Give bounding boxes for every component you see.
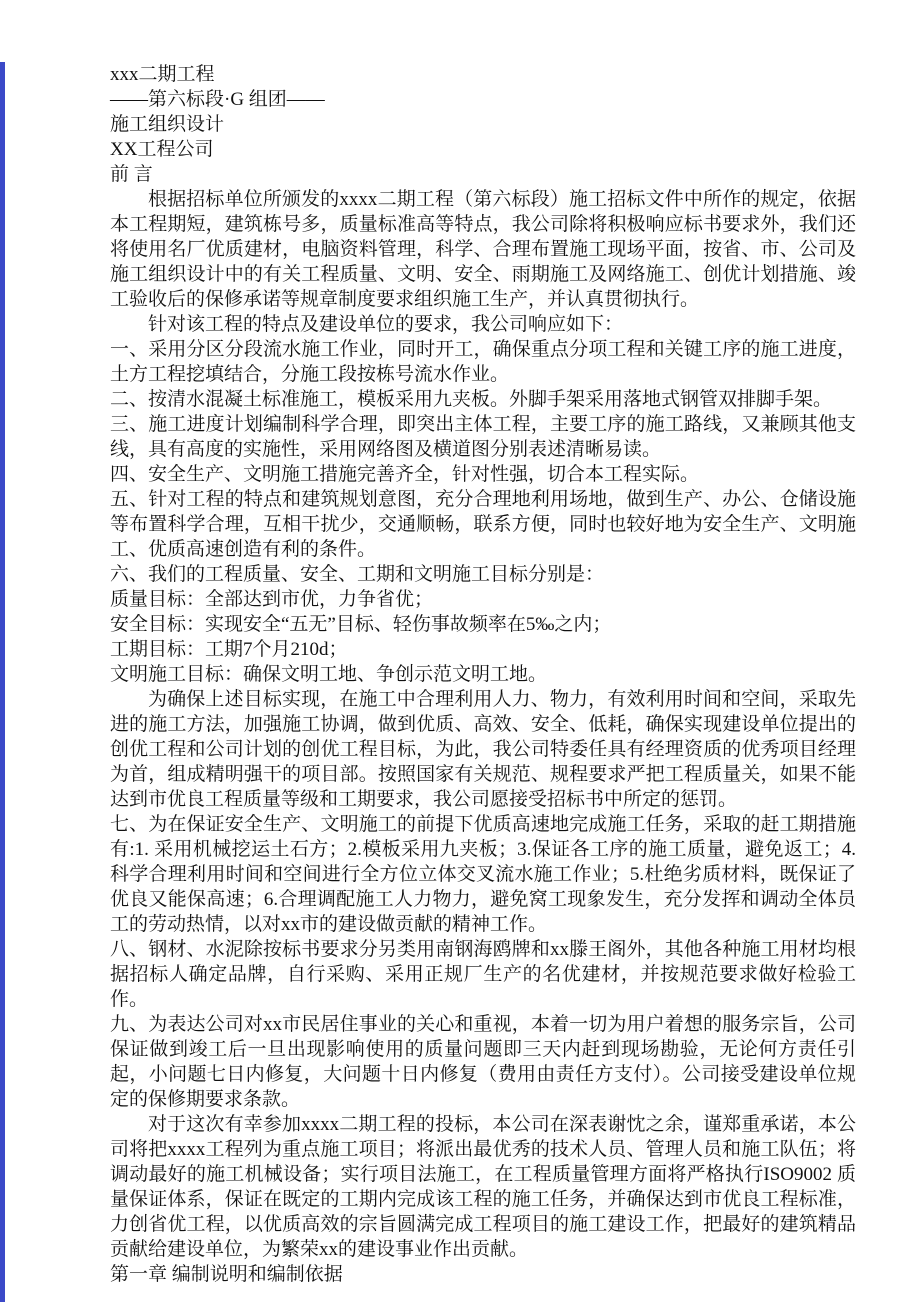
doc-title-project: xxx二期工程 bbox=[110, 64, 215, 85]
paragraph-intro: 根据招标单位所颁发的xxxx二期工程（第六标段）施工招标文件中所作的规定，依据本工程期短，建筑栋号多，质量标准高等特点，我公司除将积极响应标书要求外，我们还将使用名厂优质建材，电脑资料管理，科学、合理布置施工现场平面，按省、市、公司及施工组织设计中的有关工程质量、文明、安全、雨期施工及网络施工、创优计划措施、竣工验收后的保修承诺等规章制度要求组织施工生产，并认真贯彻执行。 bbox=[110, 189, 856, 310]
paragraph-item-6: 六、我们的工程质量、安全、工期和文明施工目标分别是： bbox=[110, 564, 605, 585]
doc-title-section: ——第六标段·G 组团—— bbox=[110, 89, 325, 110]
doc-title-company: XX工程公司 bbox=[110, 139, 214, 160]
chapter-1-heading: 第一章 编制说明和编制依据 bbox=[110, 1264, 343, 1285]
goal-schedule: 工期目标：工期7个月210d； bbox=[110, 639, 348, 660]
paragraph-commitment: 对于这次有幸参加xxxx二期工程的投标，本公司在深表谢忱之余，谨郑重承诺，本公司将把xxxx工程列为重点施工项目；将派出最优秀的技术人员、管理人员和施工队伍；将调动最好的施工机械设备；实行项目法施工，在工程质量管理方面将严格执行ISO9002 质量保证体系，保证在既定的工期内完成该工程的施工任务，并确保达到市优良工程标准，力创省优工程，以优质高效的宗旨圆满完成工程项目的施工建设工作，把最好的建筑精品贡献给建设单位，为繁荣xx的建设事业作出贡献。 bbox=[110, 1114, 856, 1260]
goal-civilized-construction: 文明施工目标：确保文明工地、争创示范文明工地。 bbox=[110, 664, 548, 685]
goal-quality: 质量目标：全部达到市优，力争省优； bbox=[110, 589, 434, 610]
paragraph-item-3: 三、施工进度计划编制科学合理，即突出主体工程，主要工序的施工路线，又兼顾其他支线，具有高度的实施性，采用网络图及横道图分别表述清晰易读。 bbox=[110, 414, 856, 460]
paragraph-goal-assurance: 为确保上述目标实现，在施工中合理利用人力、物力，有效利用时间和空间，采取先进的施工方法，加强施工协调，做到优质、高效、安全、低耗，确保实现建设单位提出的创优工程和公司计划的创优工程目标，为此，我公司特委任具有经理资质的优秀项目经理为首，组成精明强干的项目部。按照国家有关规范、规程要求严把工程质量关，如果不能达到市优良工程质量等级和工期要求，我公司愿接受招标书中所定的惩罚。 bbox=[110, 689, 856, 810]
paragraph-item-1: 一、采用分区分段流水施工作业，同时开工，确保重点分项工程和关键工序的施工进度，土方工程挖填结合，分施工段按栋号流水作业。 bbox=[110, 339, 856, 385]
doc-title-design: 施工组织设计 bbox=[110, 114, 225, 135]
left-edge-accent-bar bbox=[0, 62, 5, 1302]
paragraph-item-4: 四、安全生产、文明施工措施完善齐全，针对性强，切合本工程实际。 bbox=[110, 464, 700, 485]
document-body bbox=[110, 62, 856, 1287]
paragraph-item-2: 二、按清水混凝土标准施工，模板采用九夹板。外脚手架采用落地式钢管双排脚手架。 bbox=[110, 389, 833, 410]
paragraph-item-5: 五、针对工程的特点和建筑规划意图，充分合理地利用场地，做到生产、办公、仓储设施等布置科学合理，互相干扰少，交通顺畅，联系方便，同时也较好地为安全生产、文明施工、优质高速创造有利的条件。 bbox=[110, 489, 856, 560]
doc-preface-heading: 前 言 bbox=[110, 164, 153, 185]
paragraph-response-lead: 针对该工程的特点及建设单位的要求，我公司响应如下： bbox=[148, 314, 624, 335]
goal-safety: 安全目标：实现安全“五无”目标、轻伤事故频率在5‰之内； bbox=[110, 614, 612, 635]
paragraph-item-8: 八、钢材、水泥除按标书要求分另类用南钢海鸥牌和xx滕王阁外，其他各种施工用材均根据招标人确定品牌，自行采购、采用正规厂生产的名优建材，并按规范要求做好检验工作。 bbox=[110, 939, 856, 1010]
paragraph-item-7: 七、为在保证安全生产、文明施工的前提下优质高速地完成施工任务，采取的赶工期措施有:1. 采用机械挖运土石方；2.模板采用九夹板；3.保证各工序的施工质量，避免返工；4.科学合理利用时间和空间进行全方位立体交叉流水施工作业；5.杜绝劣质材料，既保证了优良又能保高速；6.合理调配施工人力物力，避免窝工现象发生，充分发挥和调动全体员工的劳动热情，以对xx市的建设做贡献的精神工作。 bbox=[110, 814, 856, 935]
paragraph-item-9: 九、为表达公司对xx市民居住事业的关心和重视，本着一切为用户着想的服务宗旨，公司保证做到竣工后一旦出现影响使用的质量问题即三天内赶到现场勘验，无论何方责任引起，小问题七日内修复，大问题十日内修复（费用由责任方支付）。公司接受建设单位规定的保修期要求条款。 bbox=[110, 1014, 856, 1110]
